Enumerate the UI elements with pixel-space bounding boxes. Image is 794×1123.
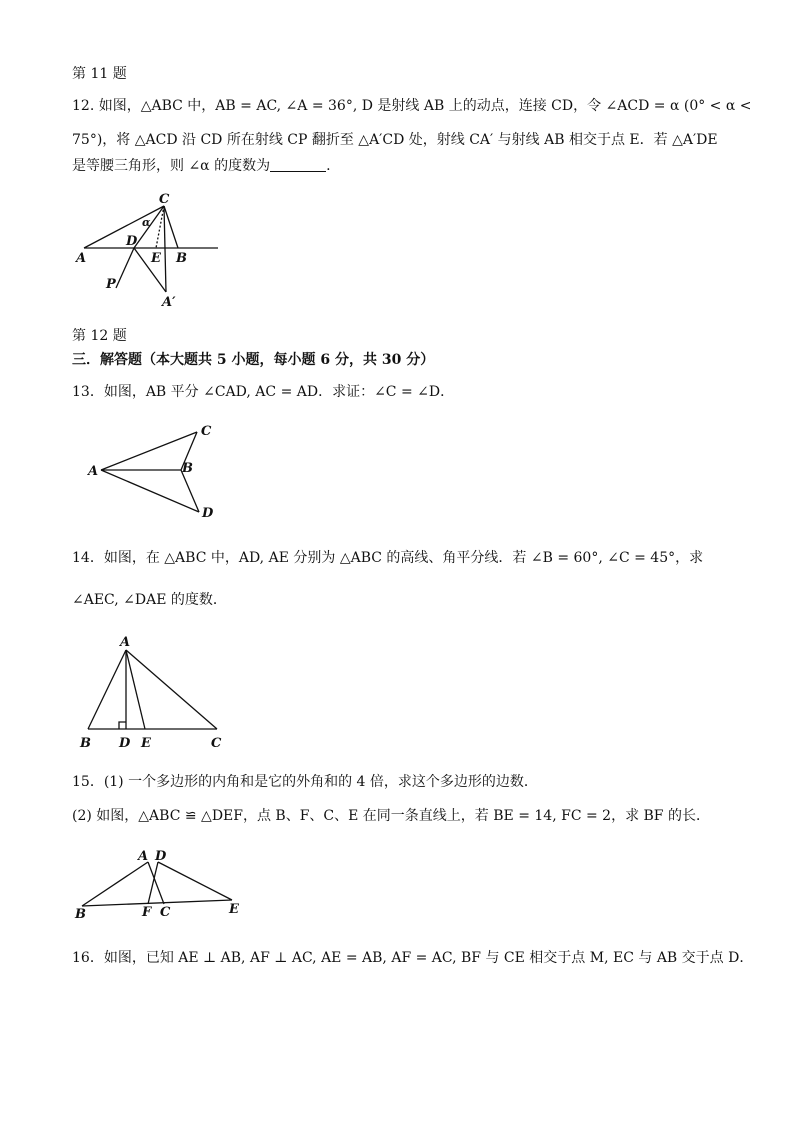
label-c: C: [159, 192, 170, 207]
label-d: D: [202, 506, 214, 521]
figure-q14: [75, 632, 235, 752]
label-a: A: [88, 464, 99, 479]
label-p: P: [106, 277, 116, 292]
label-b: B: [75, 907, 86, 922]
segment-ba: [82, 862, 148, 906]
q16-text: 16．如图，已知 AE ⊥ AB, AF ⊥ AC, AE = AB, AF = AC, BF 与 CE 相交于点 M, EC 与 AB 交于点 D．: [72, 950, 754, 966]
q12-line2: 75°)，将 △ACD 沿 CD 所在射线 CP 翻折至 △A′CD 处，射线 CA′ 与射线 AB 相交于点 E．若 △A′DE: [72, 132, 718, 148]
q14-line2: ∠AEC, ∠DAE 的度数．: [72, 592, 227, 608]
label-b: B: [176, 251, 187, 266]
q15-part1: 15．(1) 一个多边形的内角和是它的外角和的 4 倍，求这个多边形的边数．: [72, 774, 538, 790]
q13-text: 13．如图，AB 平分 ∠CAD, AC = AD．求证：∠C = ∠D．: [72, 384, 455, 400]
label-a: A: [138, 849, 149, 864]
right-angle-mark: [119, 722, 126, 729]
label-f: F: [142, 905, 152, 920]
caption-q11: 第 11 题: [72, 66, 127, 82]
segment-ab: [88, 650, 126, 729]
figure-q12: [70, 190, 230, 310]
segment-ca2: [164, 206, 166, 292]
label-a: A: [76, 251, 87, 266]
q12-line3-end: .: [326, 158, 331, 174]
ray-dp: [116, 248, 134, 288]
label-a: A: [120, 635, 131, 650]
label-a-prime: A′: [162, 295, 176, 310]
q12-line3: [72, 156, 331, 176]
label-alpha: α: [142, 216, 151, 229]
label-d: D: [126, 234, 138, 249]
segment-ac: [126, 650, 217, 729]
answer-blank: [270, 157, 326, 172]
section-3-heading: 三．解答题（本大题共 5 小题，每小题 6 分，共 30 分）: [72, 352, 435, 368]
label-b: B: [182, 461, 193, 476]
label-e: E: [151, 251, 161, 266]
line-be: [82, 900, 232, 906]
label-c: C: [201, 424, 212, 439]
segment-da2: [134, 248, 166, 292]
figure-q13: [85, 420, 225, 525]
bisector-ae: [126, 650, 145, 729]
label-c: C: [211, 736, 222, 751]
q12-line1: 12. 如图，△ABC 中，AB = AC, ∠A = 36°, D 是射线 AB 上的动点，连接 CD，令 ∠ACD = α (0° < α <: [72, 98, 752, 114]
segment-cb: [164, 206, 178, 248]
label-c: C: [160, 905, 171, 920]
q14-line1: 14．如图，在 △ABC 中，AD, AE 分别为 △ABC 的高线、角平分线．若 ∠B = 60°, ∠C = 45°，求: [72, 550, 704, 566]
label-b: B: [80, 736, 91, 751]
segment-ac: [84, 206, 164, 248]
figure-q15: [72, 846, 252, 926]
label-d: D: [155, 849, 167, 864]
label-d: D: [119, 736, 131, 751]
q12-line3-text: 是等腰三角形，则 ∠α 的度数为: [72, 158, 271, 174]
segment-de: [158, 862, 232, 900]
q15-part2: (2) 如图，△ABC ≌ △DEF，点 B、F、C、E 在同一条直线上，若 BE = 14, FC = 2，求 BF 的长．: [72, 808, 710, 824]
caption-q12: 第 12 题: [72, 328, 127, 344]
label-e: E: [141, 736, 151, 751]
label-e: E: [229, 902, 239, 917]
